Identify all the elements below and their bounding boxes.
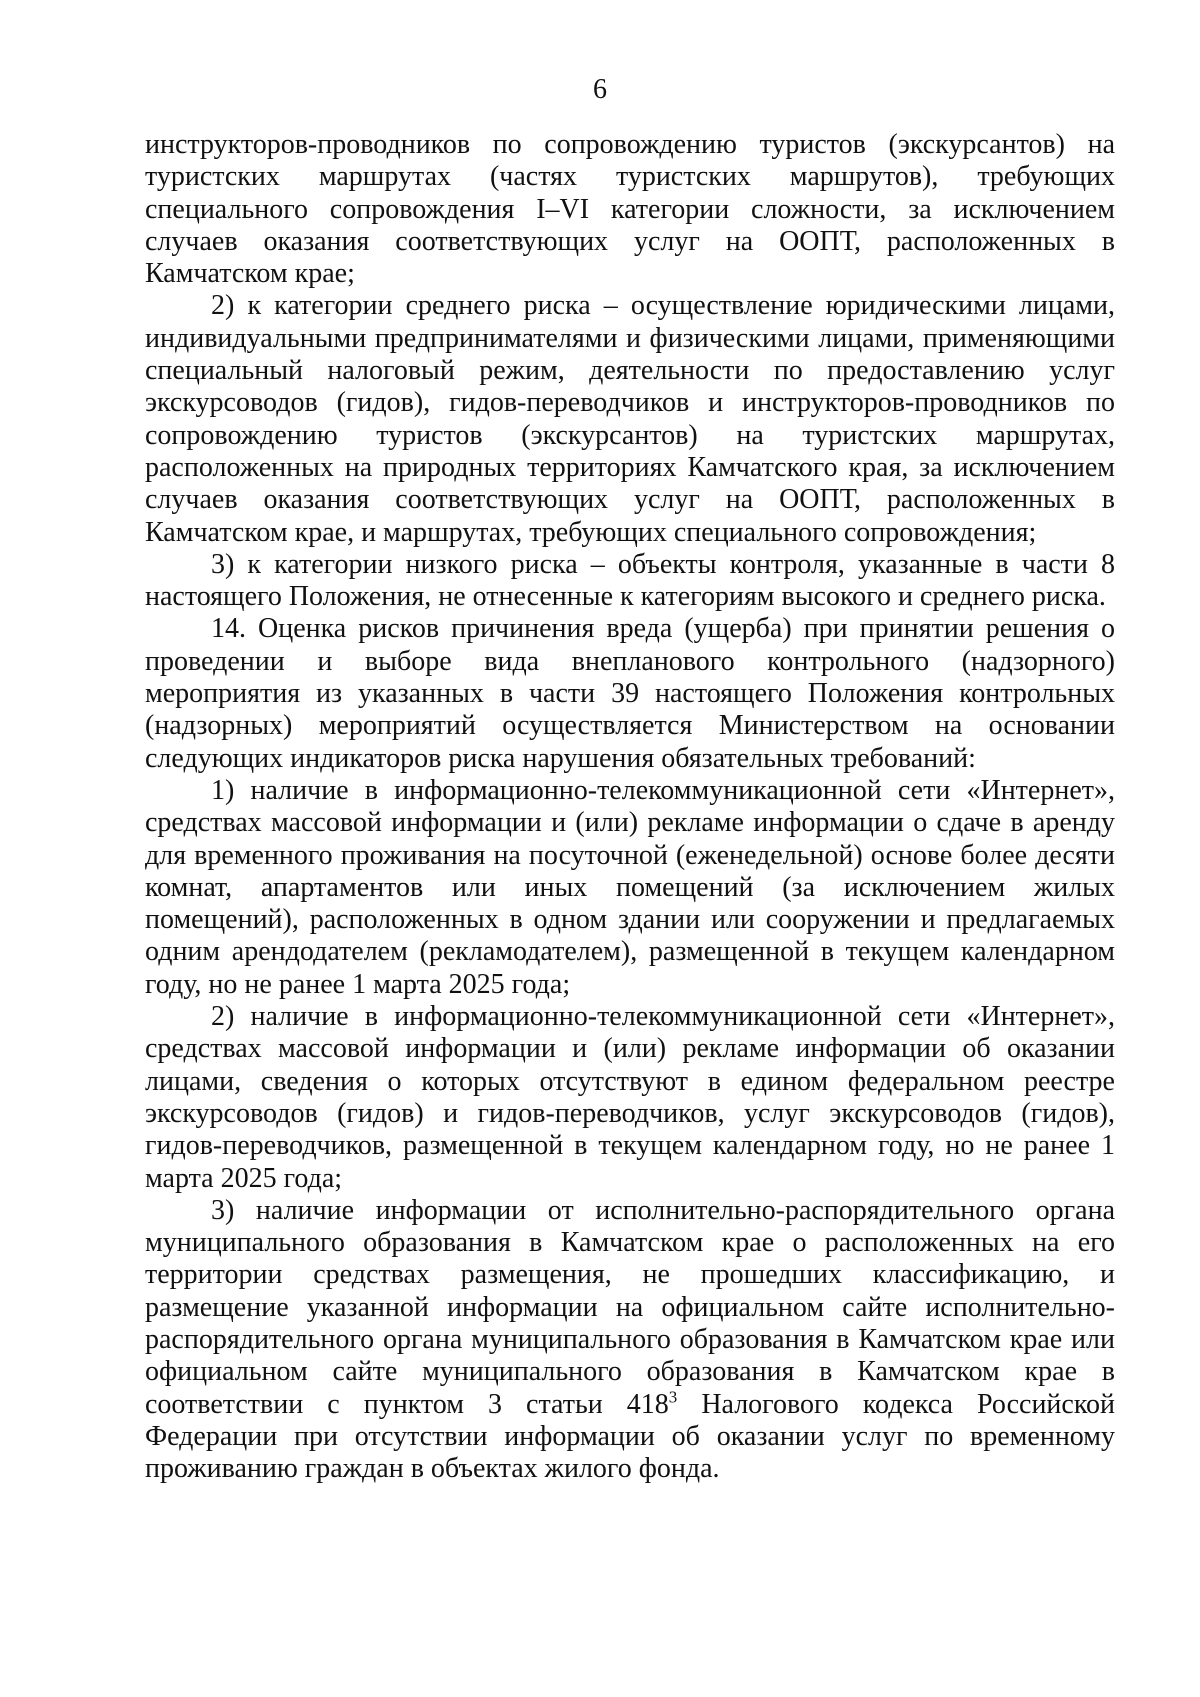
- paragraph-indicator-3: [145, 1195, 1115, 1486]
- paragraph-indicator-2: 2) наличие в информационно-телекоммуникационной сети «Интернет», средствах массовой информации и (или) рекламе информации об оказании лицами, сведения о которых отсутствуют в едином федеральном реестре экскурсоводов (гидов) и гидов-переводчиков, услуг экскурсоводов (гидов), гидов-переводчиков, размещенной в текущем календарном году, но не ранее 1 марта 2025 года;: [145, 1001, 1115, 1194]
- article-superscript: 3: [668, 1387, 678, 1407]
- document-body: [145, 129, 1115, 1485]
- paragraph-section-14: 14. Оценка рисков причинения вреда (ущерба) при принятии решения о проведении и выборе вида внепланового контрольного (надзорного) мероприятия из указанных в части 39 настоящего Положения контрольных (надзорных) мероприятий осуществляется Министерством на основании следующих индикаторов риска нарушения обязательных требований:: [145, 613, 1115, 774]
- paragraph-low-risk: 3) к категории низкого риска – объекты контроля, указанные в части 8 настоящего Положения, не отнесенные к категориям высокого и среднего риска.: [145, 548, 1115, 613]
- paragraph-medium-risk: 2) к категории среднего риска – осуществление юридическими лицами, индивидуальными предпринимателями и физическими лицами, применяющими специальный налоговый режим, деятельности по предоставлению услуг экскурсоводов (гидов), гидов-переводчиков и инструкторов-проводников по сопровождению туристов (экскурсантов) на туристских маршрутах, расположенных на природных территориях Камчатского края, за исключением случаев оказания соответствующих услуг на ООПТ, расположенных в Камчатском крае, и маршрутах, требующих специального сопровождения;: [145, 290, 1115, 548]
- page-number: 6: [593, 74, 607, 105]
- paragraph-continuation: инструкторов-проводников по сопровождению туристов (экскурсантов) на туристских маршрутах (частях туристских маршрутов), требующих специального сопровождения I–VI категории сложности, за исключением случаев оказания соответствующих услуг на ООПТ, расположенных в Камчатском крае;: [145, 129, 1115, 290]
- indicator-3-text-end: Налогового кодекса Российской Федерации при отсутствии информации об оказании услуг по временному проживанию граждан в объектах жилого фонда.: [145, 1388, 1115, 1485]
- indicator-3-text: 3) наличие информации от исполнительно-распорядительного органа муниципального образования в Камчатском крае о расположенных на его территории средствах размещения, не прошедших классификацию, и размещение указанной информации на официальном сайте исполнительно-распорядительного органа муниципального образования в Камчатском крае или официальном сайте муниципального образования в Камчатском крае в соответствии с пунктом 3 статьи 418: [145, 1194, 1115, 1420]
- paragraph-indicator-1: 1) наличие в информационно-телекоммуникационной сети «Интернет», средствах массовой информации и (или) рекламе информации о сдаче в аренду для временного проживания на посуточной (еженедельной) основе более десяти комнат, апартаментов или иных помещений (за исключением жилых помещений), расположенных в одном здании или сооружении и предлагаемых одним арендодателем (рекламодателем), размещенной в текущем календарном году, но не ранее 1 марта 2025 года;: [145, 774, 1115, 1000]
